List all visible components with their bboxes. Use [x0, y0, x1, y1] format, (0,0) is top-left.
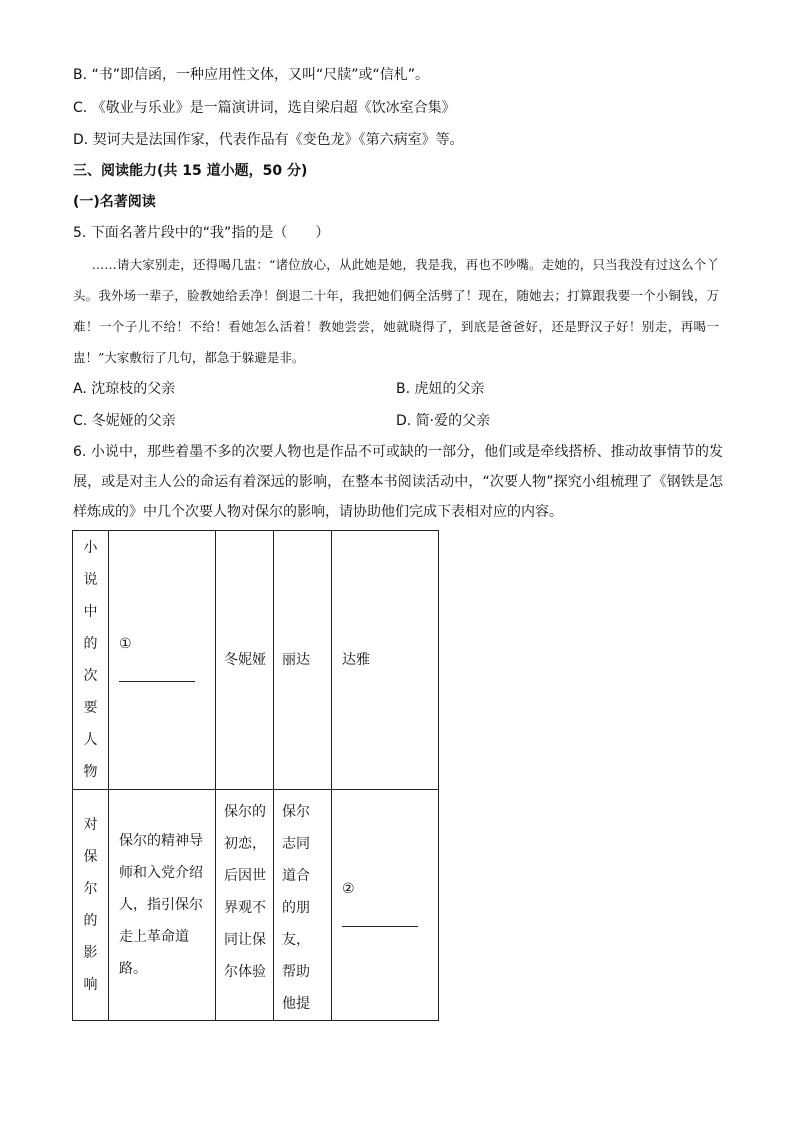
effect-cell — [216, 790, 274, 1021]
option-d-prev: D. 契诃夫是法国作家，代表作品有《变色龙》《第六病室》等。 — [73, 132, 464, 148]
blank-2-label: ② — [342, 881, 355, 897]
character-name: 冬妮娅 — [224, 652, 266, 668]
blank-2-cell[interactable] — [332, 790, 439, 1021]
question-5-quote — [73, 249, 719, 373]
character-cell — [274, 531, 332, 790]
option-b: B. 虎妞的父亲 — [396, 381, 485, 397]
character-cell — [332, 531, 439, 790]
question-5-stem: 5. 下面名著片段中的“我”指的是（ ） — [73, 225, 330, 241]
row-header-text: 小说中的次要人物 — [83, 540, 98, 780]
option-b-prev: B. “书”即信函，一种应用性文体，又叫“尺牍”或“信札”。 — [73, 67, 430, 83]
blank-1-line[interactable] — [119, 667, 195, 682]
effect-text: 保尔的精神导师和入党介绍人，指引保尔走上革命道路。 — [119, 833, 203, 977]
option-d: D. 简·爱的父亲 — [396, 413, 491, 429]
effect-text: 保尔志同道合的朋友，帮助他提 — [282, 804, 310, 1012]
character-name: 丽达 — [282, 652, 310, 668]
option-c-prev: C. 《敬业与乐业》是一篇演讲词，选自梁启超《饮冰室合集》 — [73, 100, 456, 116]
blank-1-cell[interactable] — [109, 531, 216, 790]
characters-table — [72, 530, 439, 1021]
subsection-title: (一)名著阅读 — [73, 194, 156, 210]
option-c: C. 冬妮娅的父亲 — [73, 413, 176, 429]
effect-text: 保尔的初恋，后因世界观不同让保尔体验 — [224, 804, 266, 980]
table-row — [73, 790, 439, 1021]
table-row — [73, 531, 439, 790]
blank-2-line[interactable] — [342, 912, 418, 927]
effect-cell — [109, 790, 216, 1021]
option-a: A. 沈琼枝的父亲 — [73, 381, 176, 397]
character-name: 达雅 — [342, 652, 370, 668]
row-header-characters — [73, 531, 109, 790]
quote-text: ……请大家别走，还得喝几盅：“诸位放心，从此她是她，我是我，再也不吵嘴。走她的，只当我没有过这么个丫头。我外场一辈子，脸教她给丢净！倒退二十年，我把她们俩全活劈了！现在，随她去；打算跟我要一个小铜钱，万难！一个子儿不给！不给！看她怎么活着！教她尝尝，她就晓得了，到底是爸爸好，还是野汉子好！别走，再喝一盅！”大家敷衍了几句，都急于躲避是非。 — [73, 257, 719, 365]
row-header-effect — [73, 790, 109, 1021]
effect-cell — [274, 790, 332, 1021]
character-cell — [216, 531, 274, 790]
blank-1-label: ① — [119, 636, 132, 652]
row-header-text: 对保尔的影响 — [83, 817, 98, 993]
section-title: 三、阅读能力(共 15 道小题，50 分) — [73, 163, 308, 179]
question-6-stem: 6. 小说中，那些着墨不多的次要人物也是作品不可或缺的一部分，他们或是牵线搭桥、推动故事情节的发展，或是对主人公的命运有着深远的影响，在整本书阅读活动中，“次要人物”探究小组梳理了《钢铁是怎样炼成的》中几个次要人物对保尔的影响，请协助他们完成下表相对应的内容。 — [73, 444, 723, 520]
